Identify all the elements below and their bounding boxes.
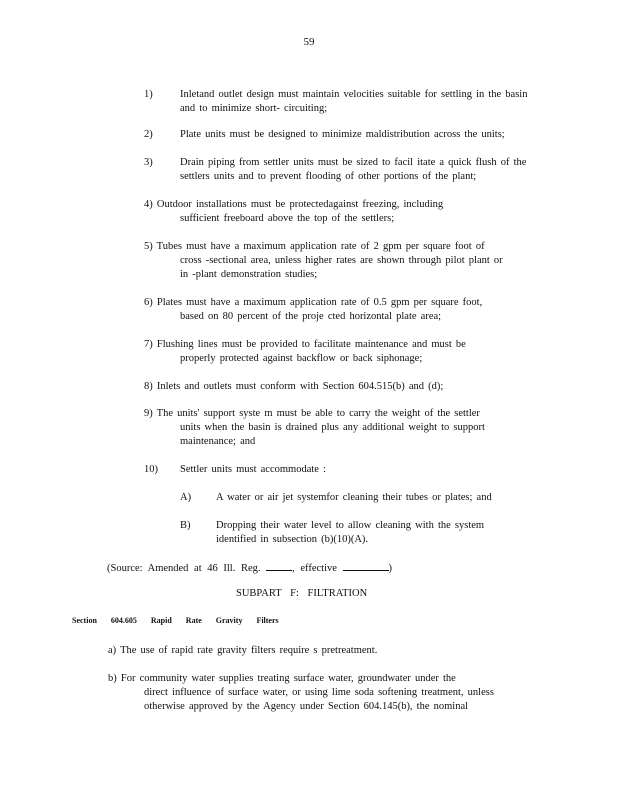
list-item	[144, 128, 544, 142]
sub-list-item	[180, 519, 520, 547]
paragraph-text: b) For community water supplies treating surface water, groundwater under the	[108, 673, 456, 684]
paragraph	[108, 672, 538, 714]
list-item	[144, 296, 534, 324]
paragraph-text: a) The use of rapid rate gravity filters require s pretreatment.	[108, 645, 378, 656]
source-note	[107, 560, 392, 574]
list-item	[144, 240, 534, 282]
source-middle: , effective	[292, 563, 337, 574]
subpart-heading: SUBPART F: FILTRATION	[236, 588, 368, 599]
section-heading: Section 604.605 Rapid Rate Gravity Filters	[72, 616, 279, 625]
sub-item-letter: A)	[180, 492, 192, 503]
page-number: 59	[303, 36, 315, 48]
item-number: 3)	[144, 157, 153, 168]
item-number: 10)	[144, 464, 158, 475]
item-text: Inletand outlet design must maintain velocities suitable for settling in the basin and to minimize short- circuiting;	[180, 89, 528, 114]
source-prefix: (Source: Amended at 46 Ill. Reg.	[107, 563, 261, 574]
sub-item-letter: B)	[180, 520, 191, 531]
item-continuation: maintenance; and	[180, 436, 256, 447]
list-item	[144, 88, 536, 116]
item-continuation: units when the basin is drained plus any additional weight to support	[180, 422, 485, 433]
list-item	[144, 463, 534, 477]
item-continuation: sufficient freeboard above the top of the settlers;	[180, 213, 395, 224]
item-first-line: 4) Outdoor installations must be protectedagainst freezing, including	[144, 199, 444, 210]
item-first-line: 9) The units' support syste m must be able to carry the weight of the settler	[144, 408, 480, 419]
sub-list-item	[180, 491, 540, 505]
item-number: 2)	[144, 129, 153, 140]
sub-item-text: Dropping their water level to allow cleaning with the system identified in subsection (b)(10)(A).	[216, 520, 485, 545]
item-text: Drain piping from settler units must be sized to facil itate a quick flush of the settlers units and to prevent flooding of other portions of the plant;	[180, 157, 527, 182]
list-item	[144, 407, 534, 449]
item-first-line: 7) Flushing lines must be provided to facilitate maintenance and must be	[144, 339, 466, 350]
item-text: Plate units must be designed to minimize maldistribution across the units;	[180, 129, 505, 140]
list-item	[144, 380, 534, 394]
item-text: Settler units must accommodate :	[180, 464, 326, 475]
blank-line	[266, 560, 292, 571]
list-item	[144, 156, 536, 184]
paragraph-continuation: direct influence of surface water, or using lime soda softening treatment, unless	[144, 687, 494, 698]
item-first-line: 8) Inlets and outlets must conform with Section 604.515(b) and (d);	[144, 381, 444, 392]
item-first-line: 6) Plates must have a maximum application rate of 0.5 gpm per square foot,	[144, 297, 483, 308]
list-item	[144, 338, 534, 366]
item-continuation: based on 80 percent of the proje cted horizontal plate area;	[180, 311, 442, 322]
item-continuation: properly protected against backflow or back siphonage;	[180, 353, 423, 364]
list-item	[144, 198, 534, 226]
source-suffix: )	[388, 563, 393, 574]
item-continuation: in -plant demonstration studies;	[180, 269, 318, 280]
paragraph-continuation: otherwise approved by the Agency under Section 604.145(b), the nominal	[144, 701, 469, 712]
blank-line	[343, 560, 389, 571]
paragraph	[108, 644, 528, 658]
item-number: 1)	[144, 89, 153, 100]
item-first-line: 5) Tubes must have a maximum application rate of 2 gpm per square foot of	[144, 241, 485, 252]
item-continuation: cross -sectional area, unless higher rates are shown through pilot plant or	[180, 255, 503, 266]
sub-item-text: A water or air jet systemfor cleaning their tubes or plates; and	[216, 492, 492, 503]
